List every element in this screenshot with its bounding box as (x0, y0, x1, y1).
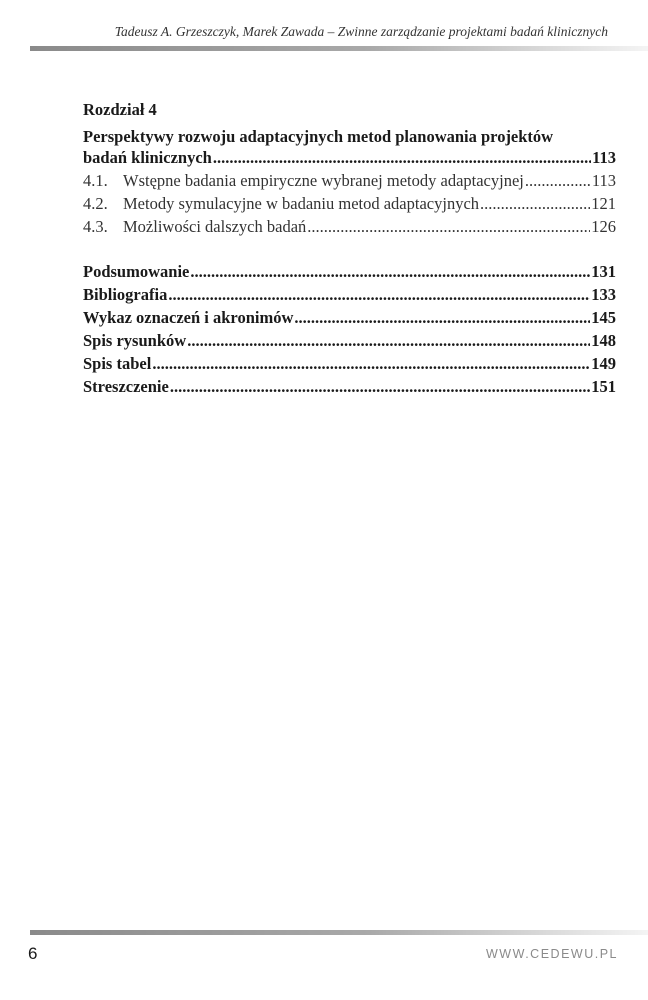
leader-dots (307, 217, 590, 237)
toc-entry-back-matter (83, 308, 616, 331)
chapter-page: 113 (592, 148, 616, 167)
leader-dots (525, 171, 591, 191)
page-number: 6 (28, 944, 38, 963)
toc-entry-back-matter (83, 285, 616, 308)
section-title: Wstępne badania empiryczne wybranej metody adaptacyjnej (123, 171, 524, 190)
leader-dots (480, 194, 590, 214)
toc-entry-back-matter (83, 262, 616, 285)
leader-dots (213, 148, 591, 168)
publisher-website: WWW.CEDEWU.PL (486, 947, 618, 961)
section-number: 4.3. (83, 217, 108, 236)
entry-page: 131 (591, 262, 616, 281)
section-number: 4.2. (83, 194, 108, 213)
leader-dots (187, 331, 590, 351)
section-number: 4.1. (83, 171, 108, 190)
entry-page: 145 (591, 308, 616, 327)
leader-dots (190, 262, 590, 282)
header-rule (30, 46, 648, 51)
section-page: 113 (591, 171, 616, 190)
chapter-title-continued: badań klinicznych (83, 148, 212, 167)
entry-page: 148 (591, 331, 616, 350)
running-header: Tadeusz A. Grzeszczyk, Marek Zawada – Zwinne zarządzanie projektami badań klinicznych (114, 24, 608, 39)
leader-dots (170, 377, 590, 397)
toc-entry-back-matter (83, 331, 616, 354)
section-title: Możliwości dalszych badań (123, 217, 307, 236)
table-of-contents (83, 100, 616, 400)
leader-dots (294, 308, 590, 328)
toc-entry-back-matter (83, 377, 616, 400)
chapter-title: Perspektywy rozwoju adaptacyjnych metod planowania projektów (83, 127, 554, 146)
toc-entry-back-matter (83, 354, 616, 377)
chapter-title-entry (83, 148, 616, 171)
entry-title: Podsumowanie (83, 262, 190, 281)
entry-title: Wykaz oznaczeń i akronimów (83, 308, 294, 327)
entry-page: 149 (591, 354, 616, 373)
section-title: Metody symulacyjne w badaniu metod adaptacyjnych (123, 194, 480, 213)
entry-title: Streszczenie (83, 377, 169, 396)
toc-entry-section (83, 217, 616, 240)
toc-entry-section (83, 171, 616, 194)
chapter-label: Rozdział 4 (83, 100, 157, 119)
entry-title: Spis tabel (83, 354, 152, 373)
entry-title: Bibliografia (83, 285, 168, 304)
section-page: 126 (591, 217, 616, 236)
entry-page: 133 (591, 285, 616, 304)
footer-rule (30, 930, 648, 935)
leader-dots (168, 285, 590, 305)
entry-title: Spis rysunków (83, 331, 187, 350)
section-page: 121 (591, 194, 616, 213)
leader-dots (152, 354, 590, 374)
entry-page: 151 (591, 377, 616, 396)
toc-entry-section (83, 194, 616, 217)
